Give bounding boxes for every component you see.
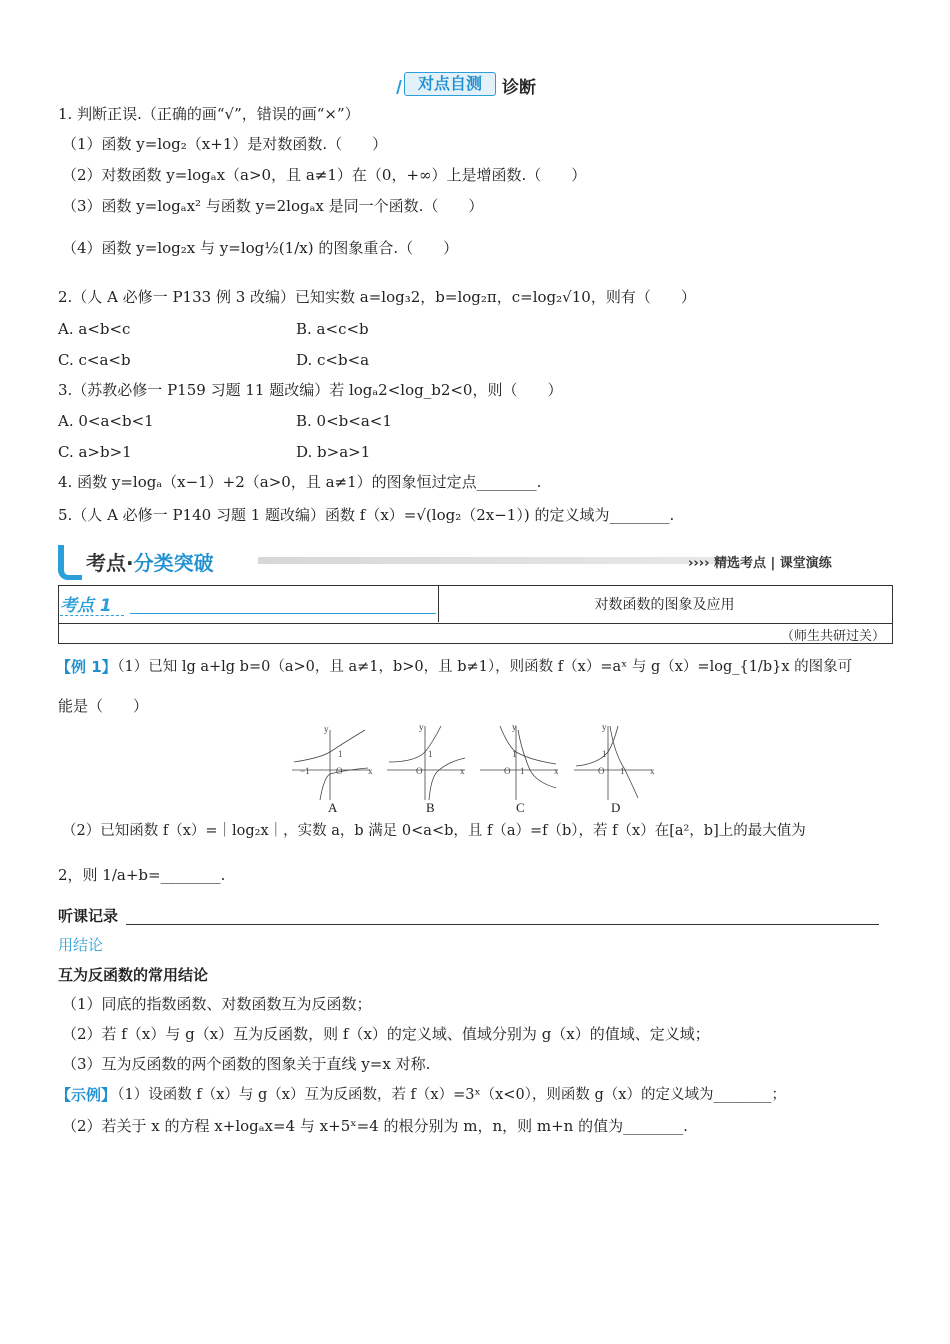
q3-stem: 3.（苏教必修一 P159 习题 11 题改编）若 logₐ2<log_b2<0，则（ ） [58,381,563,399]
svg-text:O: O [504,766,511,776]
topic-label: 考点 1 [60,596,112,616]
svg-text:−1: −1 [300,766,310,776]
svg-text:y: y [602,722,607,732]
section-badge [398,70,552,98]
topic-table-subrow [58,623,893,644]
conclusion-label: 用结论 [58,936,104,954]
example1-tag [56,657,117,677]
notes-label: 听课记录 [58,907,119,925]
svg-text:O: O [336,766,343,776]
q4-text: 4. 函数 y=logₐ（x−1）+2（a>0，且 a≠1）的图象恒过定点________. [58,473,542,491]
shili-tag [56,1085,116,1105]
example1-tag-text: 【例 1】 [56,658,117,676]
banner-title-a: 考点 [86,551,126,575]
svg-text:1: 1 [338,749,343,759]
q1-item-3: （3）函数 y=logₐx² 与函数 y=2logₐx 是同一个函数.（ ） [62,197,484,215]
svg-text:x: x [460,766,465,776]
svg-text:y: y [419,722,424,732]
svg-text:1: 1 [428,749,433,759]
graph-label-c: C [516,800,525,815]
topic-subtitle: （师生共研过关） [780,629,885,644]
conclusion-item-2: （2）若 f（x）与 g（x）互为反函数，则 f（x）的定义域、值域分别为 g（x）的值域、定义域； [62,1025,710,1043]
graph-label-d: D [611,800,621,815]
banner-title: 考点·分类突破 [86,551,214,575]
conclusion-item-1: （1）同底的指数函数、对数函数互为反函数； [62,995,372,1013]
svg-text:1: 1 [520,766,525,776]
q5-text: 5.（人 A 必修一 P140 习题 1 题改编）函数 f（x）=√(log₂（2x−1）) 的定义域为________. [58,506,675,524]
banner-hook-decoration [58,545,82,580]
svg-text:y: y [512,722,517,732]
banner-title-b: 分类突破 [133,551,214,575]
q1-stem: 1. 判断正误.（正确的画“√”，错误的画“×”） [58,105,360,123]
notes-line [126,924,879,925]
shili-part1: （1）设函数 f（x）与 g（x）互为反函数，若 f（x）=3ˣ（x<0），则函数 g（x）的定义域为________； [110,1087,786,1103]
q2-option-a: A. a<b<c [58,320,131,338]
q3-option-c: C. a>b>1 [58,443,132,461]
banner-right-label: ›››› 精选考点 | 课堂演练 [688,556,832,571]
q1-item-2: （2）对数函数 y=logₐx（a>0，且 a≠1）在（0，+∞）上是增函数.（ ） [62,166,587,184]
shili-part2: （2）若关于 x 的方程 x+logₐx=4 与 x+5ˣ=4 的根分别为 m，n，则 m+n 的值为________. [62,1117,688,1135]
conclusion-item-3: （3）互为反函数的两个函数的图象关于直线 y=x 对称. [62,1055,431,1073]
shili-tag-text: 【示例】 [56,1086,117,1104]
topic-label-line [130,613,436,614]
banner-bar [258,557,736,564]
badge-label: 对点自测 [404,72,496,96]
svg-text:x: x [650,766,655,776]
graph-label-a: A [328,800,338,815]
graph-d [574,726,652,800]
svg-text:y: y [324,724,329,734]
svg-text:1: 1 [620,766,625,776]
section-banner [58,545,893,577]
example1-part2: （2）已知函数 f（x）=｜log₂x｜，实数 a，b 满足 0<a<b，且 f（a）=f（b），若 f（x）在[a²，b]上的最大值为 [62,823,806,839]
svg-text:O: O [416,766,423,776]
graph-label-b: B [426,800,435,815]
svg-text:1: 1 [602,749,607,759]
q1-item-1: （1）函数 y=log₂（x+1）是对数函数.（ ） [62,135,388,153]
svg-text:x: x [368,766,373,776]
q3-option-a: A. 0<a<b<1 [58,412,154,430]
graph-options-svg [290,722,660,802]
topic-table [58,585,893,645]
topic-title: 对数函数的图象及应用 [594,597,735,613]
q2-option-d: D. c<b<a [296,351,370,369]
svg-text:x: x [554,766,559,776]
example1-part1-cont: 能是（ ） [58,697,149,715]
graph-b [387,726,465,800]
svg-text:O: O [598,766,605,776]
graph-c [480,726,558,800]
conclusion-heading: 互为反函数的常用结论 [58,966,209,984]
q1-item-4: （4）函数 y=log₂x 与 y=log½(1/x) 的图象重合.（ ） [62,239,459,257]
graph-options [290,722,660,817]
q3-option-d: D. b>a>1 [296,443,371,461]
q2-stem: 2.（人 A 必修一 P133 例 3 改编）已知实数 a=log₃2，b=log₂π，c=log₂√10，则有（ ） [58,288,696,306]
graph-a [292,730,370,800]
q3-option-b: B. 0<b<a<1 [296,412,392,430]
svg-text:1: 1 [512,749,517,759]
badge-word: 诊断 [502,78,536,98]
example1-part1: （1）已知 lg a+lg b=0（a>0，且 a≠1，b>0，且 b≠1），则函数 f（x）=aˣ 与 g（x）=log_{1/b}x 的图象可 [110,659,853,675]
topic-label-underline [60,615,124,616]
q2-option-c: C. c<a<b [58,351,131,369]
q2-option-b: B. a<c<b [296,320,369,338]
example1-part2-cont: 2，则 1/a+b=________. [58,866,226,884]
